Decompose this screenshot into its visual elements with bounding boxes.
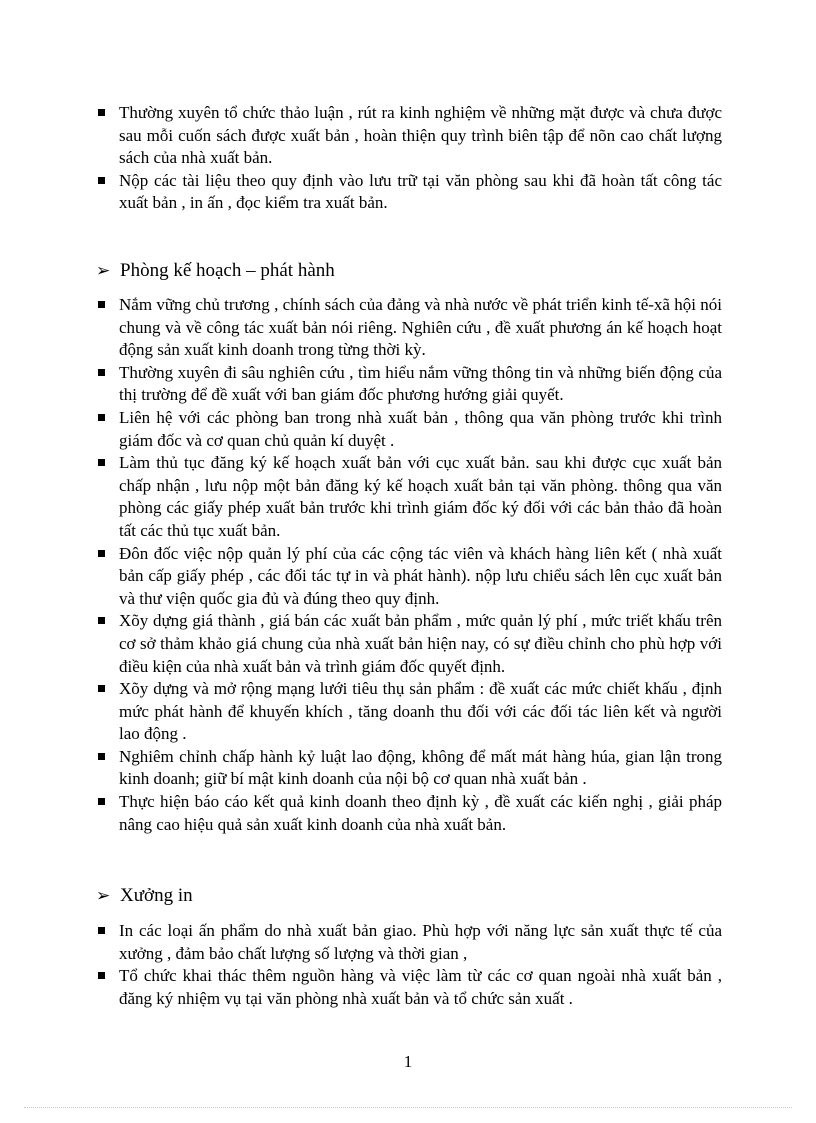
list-item (96, 746, 722, 791)
list-item (96, 294, 722, 362)
square-bullet-icon (98, 109, 105, 116)
arrow-bullet-icon: ➢ (96, 886, 111, 905)
footer-divider (24, 1107, 792, 1108)
list-item (96, 965, 722, 1010)
section-heading-print (96, 884, 193, 908)
heading-text: Phòng kế hoạch – phát hành (120, 260, 335, 281)
list-item-text: Thường xuyên tổ chức thảo luận , rút ra kinh nghiệm về những mặt được và chưa được sau mỗi cuốn sách được xuất bản , hoàn thiện quy trình biên tập để nõn cao chất lượng sách của nhà xuất bản. (119, 103, 722, 168)
square-bullet-icon (98, 972, 105, 979)
list-item-text: In các loại ấn phẩm do nhà xuất bản giao. Phù hợp với năng lực sản xuất thực tế của xưởng , đảm bảo chất lượng số lượng và thời gian , (119, 921, 722, 963)
list-item-text: Thường xuyên đi sâu nghiên cứu , tìm hiểu nắm vững thông tin và những biến động của thị trường để đề xuất với ban giám đốc phương hướng giải quyết. (119, 362, 722, 405)
list-item (96, 362, 722, 407)
bullet-list-print (96, 920, 722, 1010)
arrow-bullet-icon: ➢ (96, 261, 111, 280)
square-bullet-icon (98, 459, 105, 466)
square-bullet-icon (98, 685, 105, 692)
list-item (96, 543, 722, 611)
list-item (96, 610, 722, 678)
square-bullet-icon (98, 301, 105, 308)
list-item (96, 102, 722, 170)
list-item-text: Nghiêm chỉnh chấp hành kỷ luật lao động, không để mất mát hàng húa, gian lận trong kinh doanh; giữ bí mật kinh doanh của nội bộ cơ quan nhà xuất bản . (119, 746, 722, 789)
list-item-text: Thực hiện báo cáo kết quả kinh doanh theo định kỳ , đề xuất các kiến nghị , giải pháp nâng cao hiệu quả sản xuất kinh doanh của nhà xuất bản. (119, 792, 722, 834)
list-item (96, 791, 722, 836)
square-bullet-icon (98, 177, 105, 184)
section-heading-planning (96, 259, 335, 283)
list-item-text: Nộp các tài liệu theo quy định vào lưu trữ tại văn phòng sau khi đã hoàn tất công tác xuất bản , in ấn , đọc kiểm tra xuất bản. (119, 170, 722, 213)
bullet-list-planning (96, 294, 722, 836)
list-item (96, 678, 722, 746)
square-bullet-icon (98, 414, 105, 421)
square-bullet-icon (98, 550, 105, 557)
square-bullet-icon (98, 927, 105, 934)
list-item (96, 170, 722, 215)
heading-text: Xưởng in (120, 885, 193, 906)
list-item-text: Nắm vững chủ trương , chính sách của đảng và nhà nước về phát triển kinh tế-xã hội nói chung và về công tác xuất bản nói riêng. Nghiên cứu , đề xuất phương án kế hoạch hoạt động sản xuất kinh doanh trong từng thời kỳ. (119, 295, 722, 360)
list-item (96, 407, 722, 452)
list-item-text: Xõy dựng giá thành , giá bán các xuất bản phẩm , mức quản lý phí , mức triết khấu trên cơ sở thảm khảo giá chung của nhà xuất bản hiện nay, có sự điều chỉnh cho phù hợp với điều kiện của nhà xuất bản và trình giám đốc quyết định. (119, 611, 722, 676)
list-item-text: Đôn đốc việc nộp quản lý phí của các cộng tác viên và khách hàng liên kết ( nhà xuất bản cấp giấy phép , các đối tác tự in và phát hành). nộp lưu chiểu sách lên cục xuất bản và thư viện quốc gia đủ và đúng theo quy định. (119, 543, 722, 608)
page-number: 1 (403, 1052, 413, 1071)
square-bullet-icon (98, 369, 105, 376)
square-bullet-icon (98, 753, 105, 760)
list-item-text: Liên hệ với các phòng ban trong nhà xuất bản , thông qua văn phòng trước khi trình giám đốc và cơ quan chủ quản kí duyệt . (119, 407, 722, 450)
list-item (96, 452, 722, 542)
list-item (96, 920, 722, 965)
list-item-text: Làm thủ tục đăng ký kế hoạch xuất bản với cục xuất bản. sau khi được cục xuất bản chấp nhận , lưu nộp một bản đăng ký kế hoạch xuất bản tại văn phòng. thông qua văn phòng các giấy phép xuất bản trước khi trình giám đốc ký đối với các bản thảo đã hoàn tất các thủ tục xuất bản. (119, 453, 722, 540)
list-item-text: Xõy dựng và mở rộng mạng lưới tiêu thụ sản phẩm : đề xuất các mức chiết khấu , định mức phát hành để khuyến khích , tăng doanh thu đối với các đối tác liên kết và người lao động . (119, 679, 722, 744)
square-bullet-icon (98, 798, 105, 805)
list-item-text: Tổ chức khai thác thêm nguồn hàng và việc làm từ các cơ quan ngoài nhà xuất bản , đăng ký nhiệm vụ tại văn phòng nhà xuất bản và tổ chức sản xuất . (119, 966, 722, 1008)
bullet-list-top (96, 102, 722, 215)
square-bullet-icon (98, 617, 105, 624)
